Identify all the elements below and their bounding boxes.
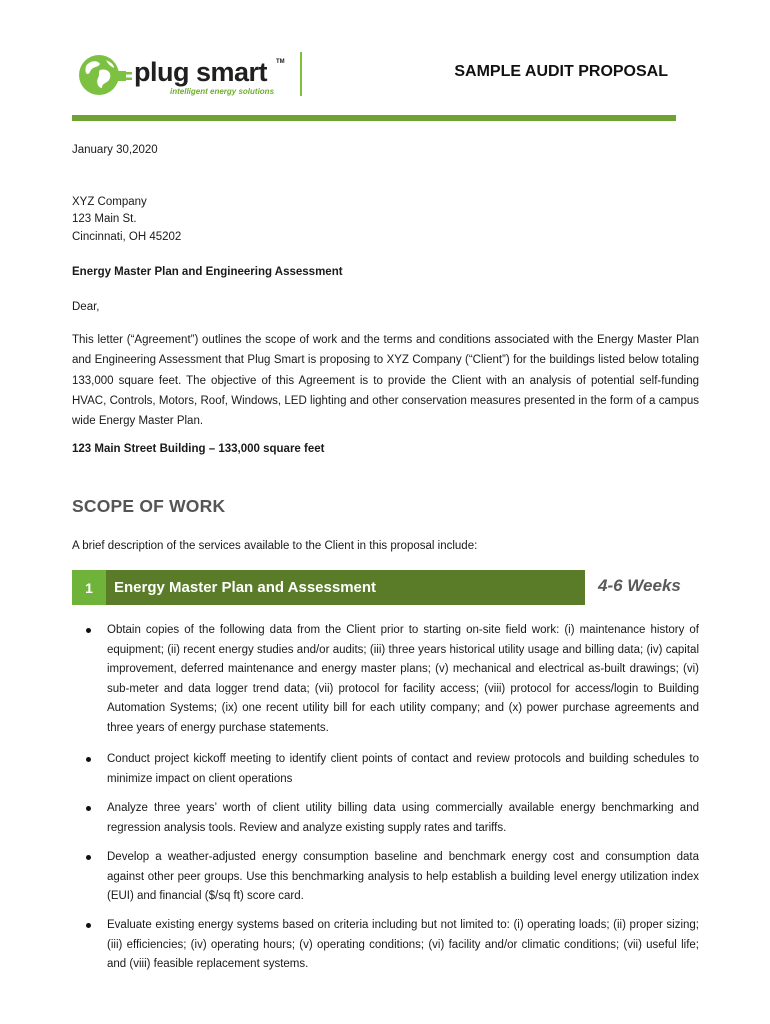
list-item: Obtain copies of the following data from the Client prior to starting on-site field work: (i) maintenance history of equipment; (ii) recent energy studies and/or audits; (iii) three years historical utility usage and billing data; (iv) capital improvement, deferred maintenance and energy master plans; (v) mechanical and electrical as-built drawings; (vi) sub-meter and data logger trend data; (vii) protocol for facility access; (viii) protocol for access/login to Building Automation Systems; (ix) one recent utility bill for each utility company; and (x) power purchase agreements and three years of energy purchase statements. <box>107 624 699 734</box>
scope-intro: A brief description of the services available to the Client in this proposal include: <box>72 540 478 552</box>
bullet-icon <box>86 923 91 928</box>
list-item: Evaluate existing energy systems based on criteria including but not limited to: (i) operating loads; (ii) proper sizing; (iii) efficiencies; (iv) operating hours; (v) operating conditions; (vi) facility and/or climatic conditions; (vii) useful life; and (viii) feasible replacement systems. <box>107 919 699 970</box>
logo-tagline: intelligent energy solutions <box>170 87 275 96</box>
letter-date: January 30,2020 <box>72 144 158 156</box>
list-item: Analyze three years’ worth of client utility billing data using commercially available energy benchmarking and regression analysis tools. Review and analyze existing supply rates and tariffs. <box>107 802 699 834</box>
letter-body: This letter (“Agreement”) outlines the scope of work and the terms and conditions associated with the Energy Master Plan and Engineering Assessment that Plug Smart is proposing to XYZ Company (“Client”) for the buildings listed below totaling 133,000 square feet. The objective of this Agreement is to provide the Client with an analysis of potential self-funding HVAC, Controls, Motors, Roof, Windows, LED lighting and other conservation measures presented in the form of a campus wide Energy Master Plan. <box>72 334 699 428</box>
recipient-street: 123 Main St. <box>72 213 137 225</box>
list-item: Develop a weather-adjusted energy consumption baseline and benchmark energy cost and consumption data against other peer groups. Use this benchmarking analysis to help establish a building level energy utilization index (EUI) and financial ($/sq ft) score card. <box>107 851 699 902</box>
recipient-city: Cincinnati, OH 45202 <box>72 231 182 243</box>
recipient-company: XYZ Company <box>72 196 147 208</box>
building-line: 123 Main Street Building – 133,000 square feet <box>72 443 325 455</box>
header-divider <box>300 52 302 96</box>
letter-subject: Energy Master Plan and Engineering Assessment <box>72 266 343 278</box>
bullet-icon <box>86 855 91 860</box>
plug-smart-logo <box>78 54 298 100</box>
letter-salutation: Dear, <box>72 301 100 313</box>
bullet-icon <box>86 628 91 633</box>
document-title: SAMPLE AUDIT PROPOSAL <box>454 63 668 80</box>
phase-title: Energy Master Plan and Assessment <box>114 579 377 596</box>
bullet-icon <box>86 757 91 762</box>
header-rule <box>72 115 676 121</box>
globe-icon <box>78 54 120 96</box>
list-item: Conduct project kickoff meeting to identify client points of contact and review protocols and building schedules to minimize impact on client operations <box>107 753 699 785</box>
bullet-icon <box>86 806 91 811</box>
scope-heading: SCOPE OF WORK <box>72 496 226 516</box>
phase-duration: 4-6 Weeks <box>598 576 681 595</box>
logo-trademark: TM <box>276 59 285 65</box>
plug-icon <box>118 68 132 84</box>
phase-title-bar <box>106 570 585 605</box>
logo-wordmark: plug smart <box>134 57 268 87</box>
phase-number: 1 <box>72 570 106 605</box>
